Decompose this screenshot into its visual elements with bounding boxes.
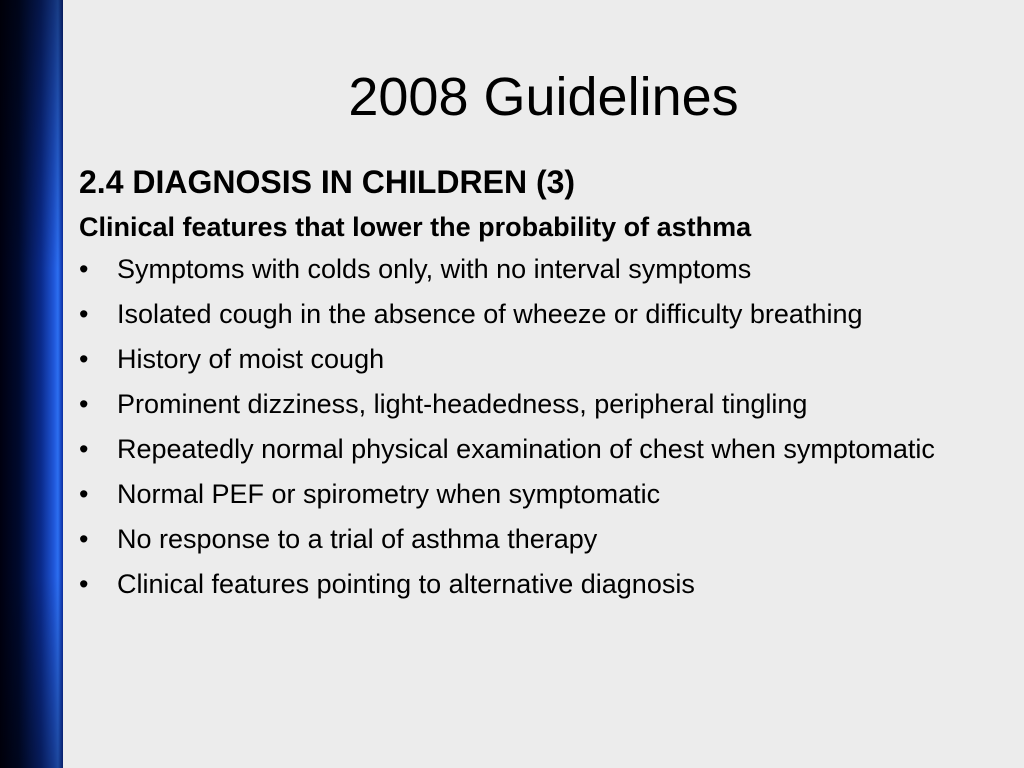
bullet-list — [79, 251, 979, 602]
slide-content — [79, 160, 979, 611]
bullet-text: Clinical features pointing to alternative diagnosis — [117, 569, 695, 599]
bullet-text: Repeatedly normal physical examination of chest when symptomatic — [117, 434, 935, 464]
section-heading: 2.4 DIAGNOSIS IN CHILDREN (3) — [79, 164, 576, 200]
bullet-text: Prominent dizziness, light-headedness, peripheral tingling — [117, 389, 808, 419]
bullet-item — [79, 341, 979, 377]
bullet-text: Symptoms with colds only, with no interval symptoms — [117, 254, 752, 284]
bullet-item — [79, 476, 979, 512]
decorative-side-bar — [0, 0, 63, 768]
bullet-text: History of moist cough — [117, 344, 385, 374]
bullet-text: No response to a trial of asthma therapy — [117, 524, 598, 554]
bullet-text: Normal PEF or spirometry when symptomatic — [117, 479, 661, 509]
bullet-icon: • — [79, 254, 89, 284]
bullet-item — [79, 521, 979, 557]
bullet-icon: • — [79, 569, 89, 599]
subheading: Clinical features that lower the probability of asthma — [79, 212, 752, 242]
bullet-item — [79, 251, 979, 287]
bullet-icon: • — [79, 524, 89, 554]
slide-title: 2008 Guidelines — [348, 67, 739, 127]
bullet-icon: • — [79, 389, 89, 419]
bullet-icon: • — [79, 434, 89, 464]
bullet-text: Isolated cough in the absence of wheeze or difficulty breathing — [117, 299, 863, 329]
bullet-icon: • — [79, 344, 89, 374]
bullet-icon: • — [79, 299, 89, 329]
bullet-item — [79, 431, 979, 467]
bullet-item — [79, 566, 979, 602]
bullet-item — [79, 296, 979, 332]
bullet-icon: • — [79, 479, 89, 509]
bullet-item — [79, 386, 979, 422]
